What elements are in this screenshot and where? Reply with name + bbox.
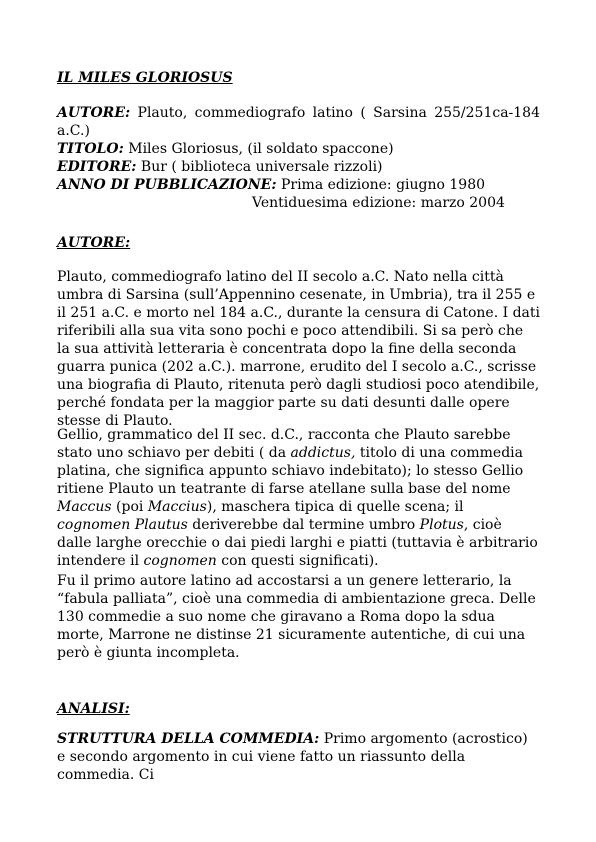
meta-autore: [57, 104, 540, 140]
document-title: IL MILES GLORIOSUS: [57, 70, 233, 86]
autore-paragraph-1: Plauto, commediografo latino del II secolo a.C. Nato nella città umbra di Sarsina (sull’Appennino cesenate, in Umbria), tra il 255 e il 251 a.C. e morto nel 184 a.C., durante la censura di Catone. I dati riferibili alla sua vita sono pochi e poco attendibili. Si sa però che la sua attività letteraria è concentrata dopo la fine della seconda guarra punica (202 a.C.). marrone, erudito del I secolo a.C., scrisse una biografia di Plauto, ritenuta però dagli studiosi poco atendibile, perché fondata per la maggior parte su dati desunti dalle opere stesse di Plauto.: [57, 269, 540, 429]
analisi-heading: ANALISI:: [57, 701, 130, 717]
p2-italic-plotus: Plotus: [419, 517, 464, 533]
p2-text-6: , cioè dalle larghe orecchie o dai piedi larghi e piatti (tuttavia è arbitrario intendere il: [57, 517, 538, 569]
struttura-label: STRUTTURA DELLA COMMEDIA:: [57, 731, 320, 747]
p2-italic-addictus: addictus,: [290, 445, 356, 461]
meta-editore-value: Bur ( biblioteca universale rizzoli): [136, 159, 383, 175]
p2-text-7: con questi significati).: [216, 553, 379, 569]
p2-text-4: ), maschera tipica di quelle scena; il: [206, 499, 464, 515]
p2-text-1: Gellio, grammatico del II sec. d.C., racconta che Plauto sarebbe stato uno schiavo per debiti ( da: [57, 427, 511, 461]
struttura-paragraph: [57, 730, 540, 784]
meta-anno-value-2: Ventiduesima edizione: marzo 2004: [252, 195, 505, 211]
meta-editore: [57, 158, 540, 176]
meta-anno: [57, 176, 540, 212]
p2-italic-maccus: Maccus: [57, 499, 112, 515]
meta-autore-value: Plauto, commediografo latino ( Sarsina 255/251ca-184 a.C.): [57, 105, 540, 139]
meta-anno-value-1: Prima edizione: giugno 1980: [276, 177, 486, 193]
p2-italic-cognomen: cognomen: [143, 553, 217, 569]
struttura-text: Primo argomento (acrostico) e secondo argomento in cui viene fatto un riassunto della commedia. Ci: [57, 731, 528, 783]
meta-editore-label: EDITORE:: [57, 159, 137, 175]
meta-anno-label: ANNO DI PUBBLICAZIONE:: [57, 177, 277, 193]
meta-titolo-label: TITOLO:: [57, 141, 124, 157]
autore-paragraph-3: Fu il primo autore latino ad accostarsi a un genere letterario, la “fabula palliata”, cioè una commedia di ambientazione greca. Delle 130 commedie a suo nome che giravano a Roma dopo la sdua morte, Marrone ne distinse 21 sicuramente autentiche, di cui una però è giunta incompleta.: [57, 573, 536, 661]
p2-italic-maccius: Maccius: [147, 499, 207, 515]
meta-autore-label: AUTORE:: [57, 105, 131, 121]
p2-text-2: titolo di una commedia platina, che significa appunto schiavo indebitato); lo stesso Gellio ritiene Plauto un teatrante di farse atellane sulla base del nome: [57, 445, 524, 497]
autore-paragraph-2: [57, 426, 540, 570]
p2-text-3: (poi: [111, 499, 148, 515]
meta-titolo-value: Miles Gloriosus, (il soldato spaccone): [123, 141, 394, 157]
p2-italic-cognomen-plautus: cognomen Plautus: [57, 517, 188, 533]
metadata-block: [57, 104, 540, 212]
meta-titolo: [57, 140, 540, 158]
p2-text-5: deriverebbe dal termine umbro: [187, 517, 420, 533]
autore-heading: AUTORE:: [57, 235, 131, 251]
